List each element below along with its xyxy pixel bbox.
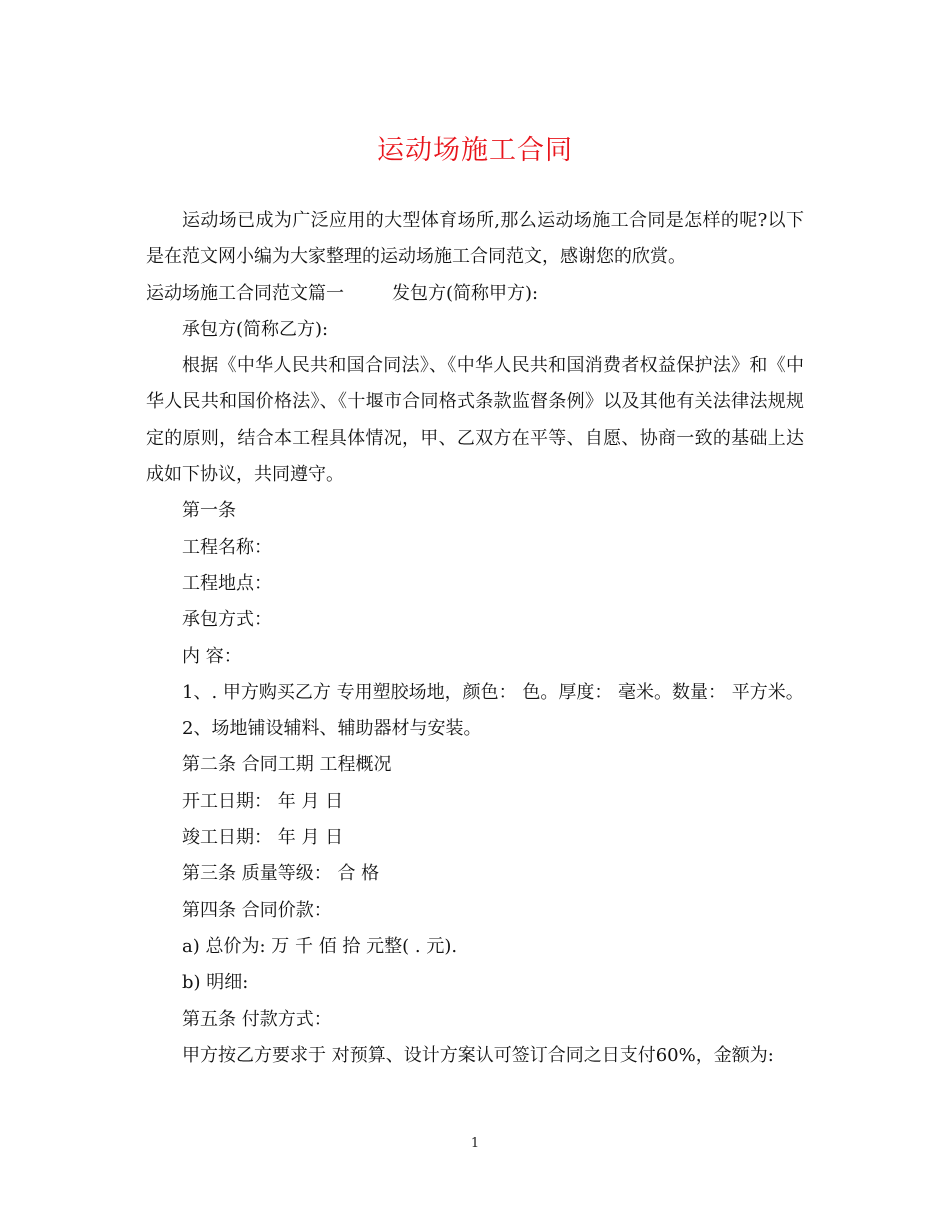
payment-paragraph: 甲方按乙方要求于 对预算、设计方案认可签订合同之日支付60%，金额为: [182,1044,774,1066]
party-a-label: 发包方(简称甲方): [392,282,539,304]
section-heading-line [146,276,804,312]
basis-paragraph: 根据《中华人民共和国合同法》、《中华人民共和国消费者权益保护法》和《中华人民共和国价格法》、《十堰市合同格式条款监督条例》以及其他有关法律法规规定的原则，结合本工程具体情况，甲、乙双方在平等、自愿、协商一致的基础上达成如下协议，共同遵守。 [146,355,804,486]
page-number: 1 [470,1136,480,1151]
item-2: 2、场地铺设辅料、辅助器材与安装。 [182,718,482,740]
article-4-heading: 第四条 合同价款： [182,899,332,921]
project-name-field: 工程名称： [182,536,272,558]
section-heading: 运动场施工合同范文篇一 [146,282,344,304]
price-total: a) 总价为: 万 千 佰 拾 元整( . 元). [182,935,458,957]
party-b-label: 承包方(简称乙方): [182,318,329,340]
intro-paragraph: 运动场已成为广泛应用的大型体育场所,那么运动场施工合同是怎样的呢?以下是在范文网小编为大家整理的运动场施工合同范文，感谢您的欣赏。 [146,210,804,268]
article-5-heading: 第五条 付款方式： [182,1008,332,1030]
article-1-heading: 第一条 [182,500,236,522]
project-location-field: 工程地点： [182,572,272,594]
article-2-heading: 第二条 合同工期 工程概况 [182,754,392,776]
price-details: b) 明细: [182,972,249,994]
start-date-field: 开工日期： 年 月 日 [182,790,344,812]
end-date-field: 竣工日期： 年 月 日 [182,827,344,849]
article-3-heading: 第三条 质量等级： 合 格 [182,863,380,885]
contract-method-field: 承包方式： [182,609,272,631]
content-label: 内 容： [182,645,242,667]
document-title: 运动场施工合同 [377,135,573,166]
document-body [146,203,804,1074]
item-1: 1、. 甲方购买乙方 专用塑胶场地，颜色： 色。厚度： 毫米。数量： 平方米。 [182,681,804,703]
